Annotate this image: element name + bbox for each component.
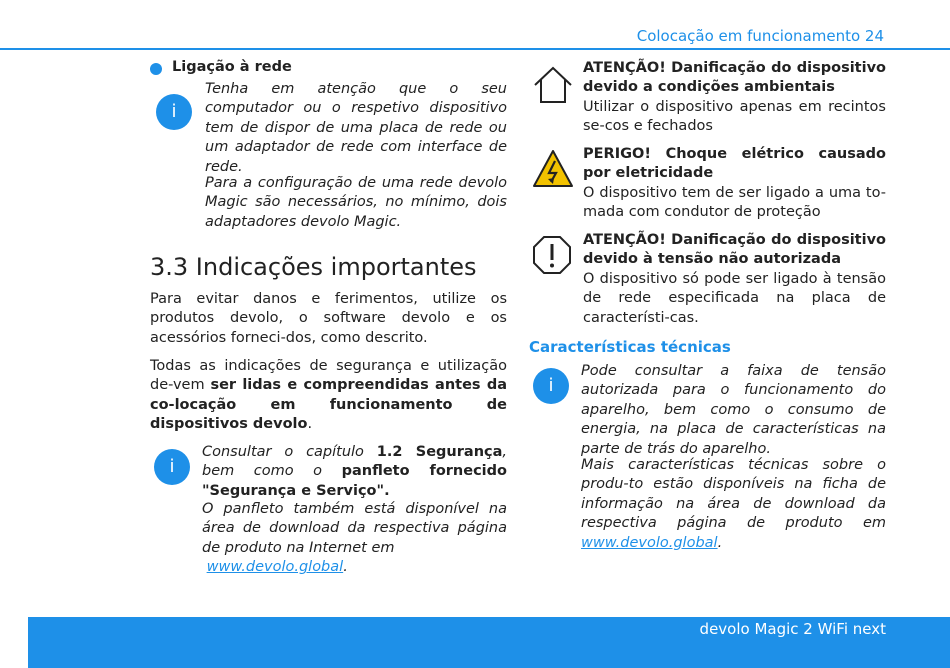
page-header-title: Colocação em funcionamento 24 (636, 27, 884, 45)
paragraph-usage: Para evitar danos e ferimentos, utilize os produtos devolo, o software devolo e os acessórios forneci-dos, como descrito. (150, 291, 507, 346)
paragraph-safety (150, 357, 507, 435)
note-text: . (717, 534, 723, 551)
warning-title: PERIGO! Choque elétrico causado por eletricidade (583, 146, 886, 182)
paragraph-safety-text: Todas as indicações de segurança e utilização de-vem (150, 358, 507, 394)
section-heading: 3.3 Indicações importantes (150, 253, 477, 281)
note-leaflet-download (202, 500, 507, 578)
paragraph-safety-end: . (307, 416, 313, 433)
tech-heading: Características técnicas (529, 338, 731, 356)
high-voltage-icon (532, 149, 574, 189)
devolo-link[interactable]: www.devolo.global (581, 534, 718, 551)
paragraph-safety-bold: ser lidas e compreendidas antes da co-locação em funcionamento de dispositivos devolo (150, 377, 507, 433)
warning-title: ATENÇÃO! Danificação do dispositivo devido à tensão não autorizada (583, 232, 886, 268)
leaflet-ref: panfleto fornecido "Segurança e Serviço". (202, 463, 507, 499)
exclamation-icon (532, 235, 572, 275)
devolo-link[interactable]: www.devolo.global (206, 559, 344, 576)
info-icon: i (533, 368, 569, 404)
note-voltage-range: Pode consultar a faixa de tensão autorizada para o funcionamento do aparelho, bem como o consumo de energia, na placa de características na parte de trás do aparelho. (581, 363, 886, 457)
house-icon (533, 65, 573, 105)
bullet-dot-icon (150, 63, 162, 75)
warning-body: O dispositivo só pode ser ligado à tensão de rede especificada na placa de característi-cas. (583, 270, 886, 326)
note-text: . (343, 559, 348, 576)
info-icon: i (154, 449, 190, 485)
header-rule (0, 48, 950, 50)
chapter-ref: 1.2 Segurança (376, 444, 503, 460)
warning-title: ATENÇÃO! Danificação do dispositivo devido a condições ambientais (583, 60, 886, 96)
warning-body: Utilizar o dispositivo apenas em recintos se-cos e fechados (583, 98, 886, 135)
warning-voltage (583, 231, 886, 328)
note-text: O panfleto também está disponível na área de download da respectiva página de produto na Internet em (202, 501, 507, 556)
note-text: , bem como o (202, 444, 508, 480)
warning-body: O dispositivo tem de ser ligado a uma to-mada com condutor de proteção (583, 184, 886, 221)
warning-environment (583, 59, 886, 137)
footer-product-name: devolo Magic 2 WiFi next (699, 620, 886, 638)
note-two-adapters: Para a configuração de uma rede devolo Magic são necessários, no mínimo, dois adaptadores devolo Magic. (205, 175, 507, 230)
note-safety-chapter (202, 443, 507, 501)
note-network-card: Tenha em atenção que o seu computador ou o respetivo dispositivo tem de dispor de uma placa de rede ou um adaptador de rede com interface de rede. (205, 81, 507, 175)
note-tech-details (581, 456, 886, 553)
info-icon: i (156, 94, 192, 130)
warning-electric (583, 145, 886, 223)
note-text: Mais características técnicas sobre o produ-to estão disponíveis na ficha de informação na área de download da respectiva página de produto em (581, 457, 886, 532)
bullet-heading: Ligação à rede (172, 59, 292, 75)
note-text: Consultar o capítulo (202, 444, 377, 460)
